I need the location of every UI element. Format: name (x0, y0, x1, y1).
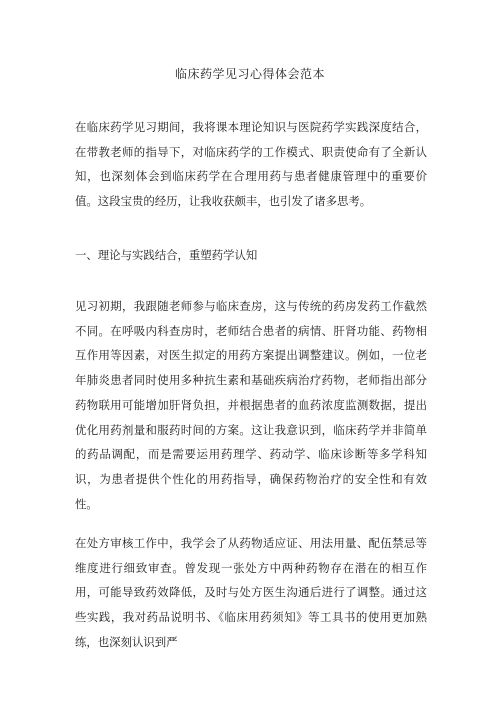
document-title: 临床药学见习心得体会范本 (174, 67, 325, 81)
body-paragraph: 在处方审核工作中，我学会了从药物适应证、用法用量、配伍禁忌等维度进行细致审查。曾发现一张处方中两种药物存在潜在的相互作用，可能导致药效降低，及时与处方医生沟通后进行了调整。通过这些实践，我对药品说明书、《临床用药须知》等工具书的使用更加熟练，也深刻认识到严 (75, 536, 427, 649)
section-heading: 一、理论与实践结合，重塑药学认知 (75, 248, 258, 262)
intro-paragraph: 在临床药学见习期间，我将课本理论知识与医院药学实践深度结合，在带教老师的指导下，对临床药学的工作模式、职责使命有了全新认知，也深刻体会到临床药学在合理用药与患者健康管理中的重要价值。这段宝贵的经历，让我收获颇丰，也引发了诸多思考。 (75, 120, 427, 209)
body-paragraph: 见习初期，我跟随老师参与临床查房，这与传统的药房发药工作截然不同。在呼吸内科查房时，老师结合患者的病情、肝肾功能、药物相互作用等因素，对医生拟定的用药方案提出调整建议。例如，一位老年肺炎患者同时使用多种抗生素和基础疾病治疗药物，老师指出部分药物联用可能增加肝肾负担，并根据患者的血药浓度监测数据，提出优化用药剂量和服药时间的方案。这让我意识到，临床药学并非简单的药品调配，而是需要运用药理学、药动学、临床诊断等多学科知识，为患者提供个性化的用药指导，确保药物治疗的安全性和有效性。 (75, 299, 427, 511)
